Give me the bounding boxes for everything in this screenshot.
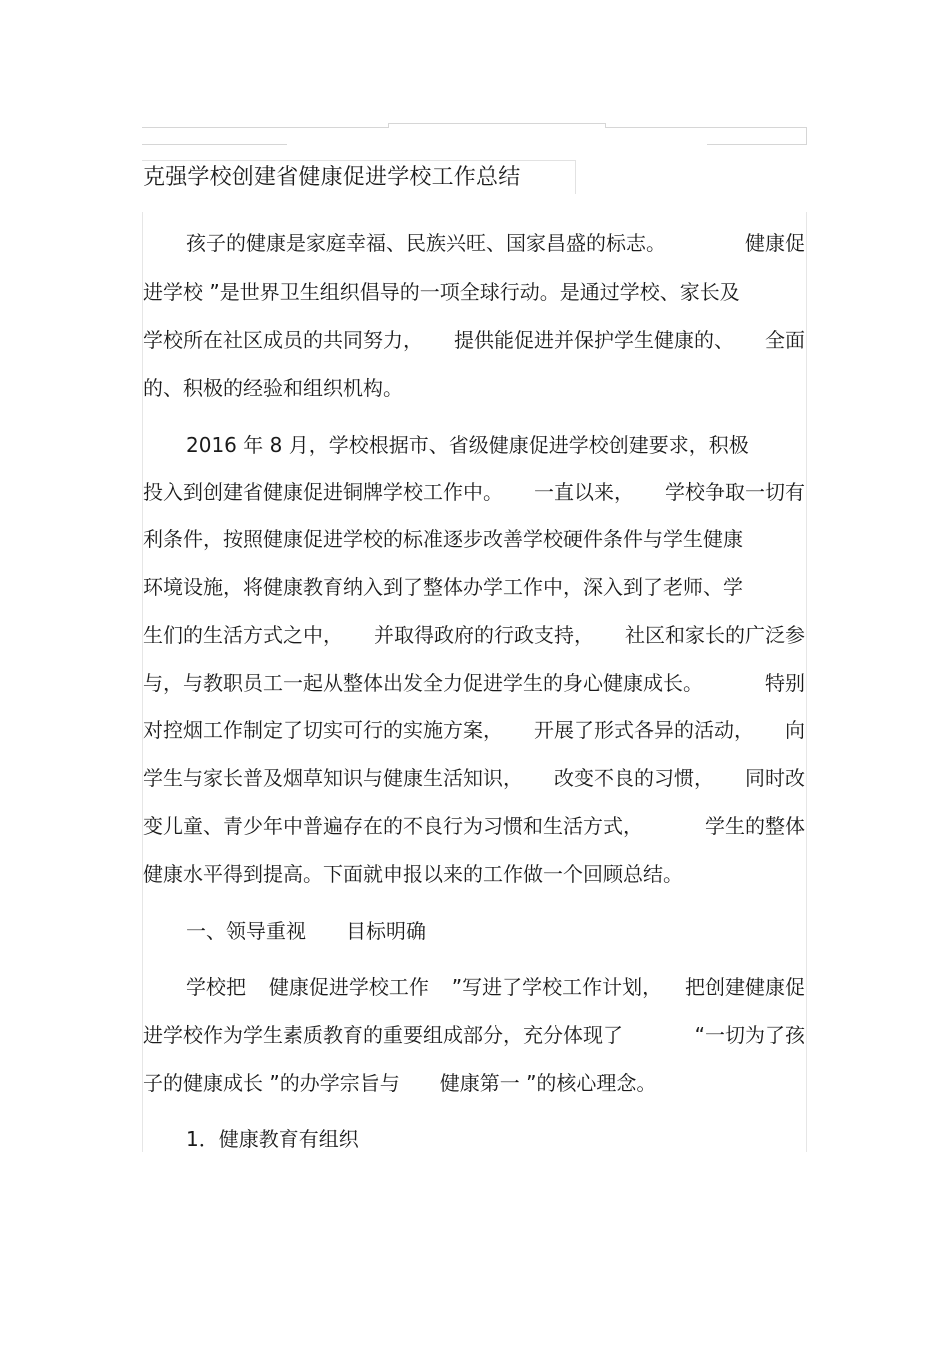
- text-segment: 学生的整体: [705, 814, 805, 838]
- text-segment: 健康促进学校工作: [268, 975, 429, 999]
- text-segment: 投入到创建省健康促进铜牌学校工作中。: [143, 480, 503, 504]
- top-rule-1: [142, 127, 388, 128]
- text-segment: 同时改: [745, 766, 805, 790]
- text-segment: 特别: [765, 671, 805, 695]
- text-segment: 对控烟工作制定了切实可行的实施方案，: [143, 718, 503, 742]
- text-line: [186, 973, 805, 1001]
- text-segment: 学校所在社区成员的共同努力，: [143, 328, 423, 352]
- text-segment: 一、领导重视: [186, 919, 306, 943]
- text-segment: 健康促: [745, 231, 805, 255]
- text-segment: 1．健康教育有组织: [186, 1127, 359, 1151]
- text-line: [143, 621, 805, 649]
- text-segment: ”写进了学校工作计划，: [451, 975, 663, 999]
- text-line: [143, 374, 805, 402]
- text-line: [186, 229, 805, 257]
- text-segment: 把创建健康促: [685, 975, 805, 999]
- text-line: [143, 278, 805, 306]
- top-rule-tick-1: [388, 123, 389, 128]
- text-segment: 孩子的健康是家庭幸福、民族兴旺、国家昌盛的标志。: [186, 231, 666, 255]
- text-segment: 与，与教职员工一起从整体出发全力促进学生的身心健康成长。: [143, 671, 703, 695]
- body-frame-right: [806, 212, 807, 1152]
- text-line: [186, 1125, 805, 1153]
- text-segment: 健康第一 ”的核心理念。: [439, 1071, 657, 1095]
- text-segment: 生们的生活方式之中，: [143, 623, 343, 647]
- top-rule-tick-3: [806, 127, 807, 145]
- text-segment: 提供能促进并保护学生健康的、: [454, 328, 734, 352]
- text-segment: 改变不良的习惯，: [554, 766, 714, 790]
- text-line: [143, 326, 805, 354]
- top-rule-tick-2: [605, 123, 606, 128]
- text-segment: 一直以来，: [534, 480, 634, 504]
- text-line: [143, 716, 805, 744]
- text-segment: 目标明确: [346, 919, 426, 943]
- text-segment: 学校争取一切有: [665, 480, 805, 504]
- document-title: 克强学校创建省健康促进学校工作总结: [143, 165, 521, 190]
- top-rule-5: [707, 144, 806, 145]
- text-line: [186, 917, 805, 945]
- text-segment: “一切为了孩: [694, 1023, 805, 1047]
- text-segment: 健康水平得到提高。下面就申报以来的工作做一个回顾总结。: [143, 862, 683, 886]
- text-line: [143, 669, 805, 697]
- text-segment: 变儿童、青少年中普遍存在的不良行为习惯和生活方式，: [143, 814, 643, 838]
- text-segment: 2016 年 8 月，学校根据市、省级健康促进学校创建要求，积极: [186, 433, 749, 457]
- text-segment: 进学校作为学生素质教育的重要组成部分，充分体现了: [143, 1023, 623, 1047]
- text-segment: 利条件，按照健康促进学校的标准逐步改善学校硬件条件与学生健康: [143, 527, 743, 551]
- text-line: [143, 573, 805, 601]
- text-segment: 社区和家长的广泛参: [625, 623, 805, 647]
- text-segment: 子的健康成长 ”的办学宗旨与: [143, 1071, 400, 1095]
- text-line: [143, 1069, 805, 1097]
- text-line: [143, 860, 805, 888]
- text-segment: 的、积极的经验和组织机构。: [143, 376, 403, 400]
- text-line: [143, 478, 805, 506]
- text-segment: 学生与家长普及烟草知识与健康生活知识，: [143, 766, 523, 790]
- text-line: [186, 431, 805, 459]
- top-rule-3: [606, 127, 806, 128]
- text-segment: 学校把: [186, 975, 246, 999]
- text-segment: 进学校 ”是世界卫生组织倡导的一项全球行动。是通过学校、家长及: [143, 280, 740, 304]
- text-line: [143, 812, 805, 840]
- text-line: [143, 764, 805, 792]
- text-line: [143, 525, 805, 553]
- text-segment: 向: [785, 718, 805, 742]
- text-line: [143, 1021, 805, 1049]
- text-segment: 环境设施，将健康教育纳入到了整体办学工作中，深入到了老师、学: [143, 575, 743, 599]
- text-segment: 并取得政府的行政支持，: [374, 623, 594, 647]
- text-segment: 开展了形式各异的活动，: [534, 718, 754, 742]
- top-rule-4: [142, 144, 287, 145]
- text-segment: 全面: [765, 328, 805, 352]
- top-rule-2: [388, 123, 606, 124]
